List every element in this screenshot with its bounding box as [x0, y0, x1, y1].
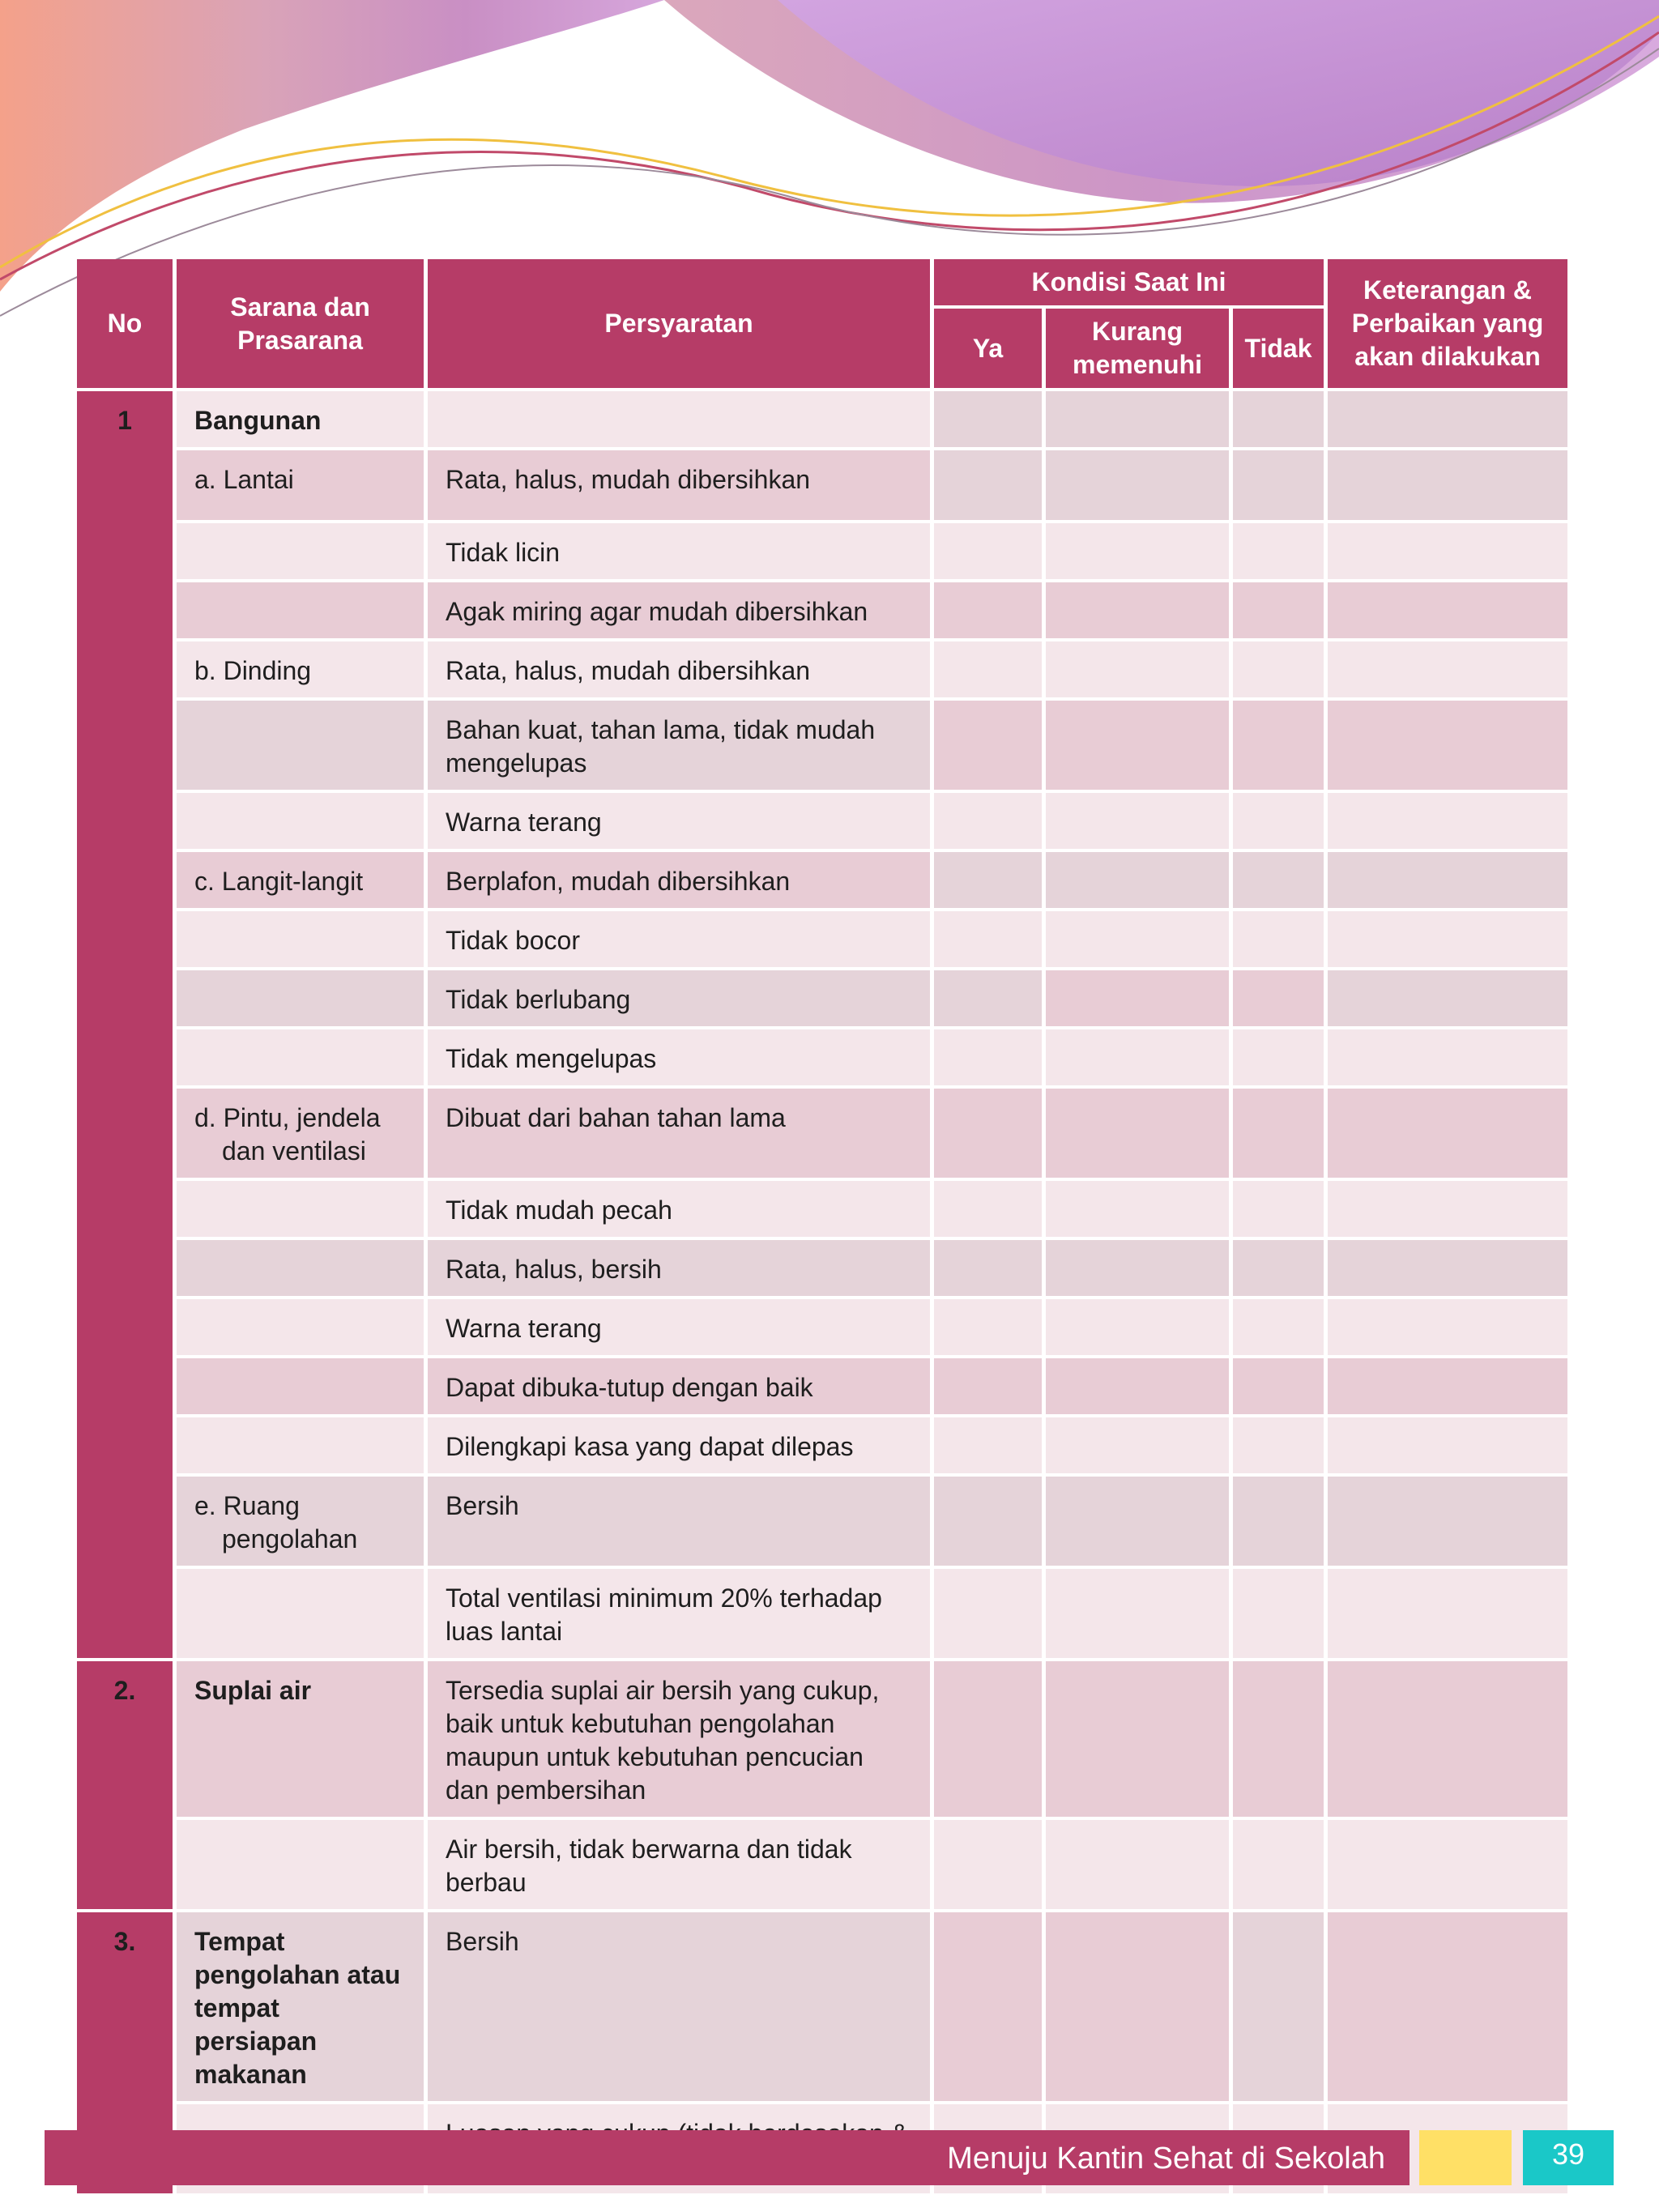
keterangan-cell[interactable]: [1328, 911, 1567, 967]
table-row: [77, 1299, 1567, 1355]
check-cell-ya[interactable]: [934, 1240, 1042, 1296]
table-row: [77, 1358, 1567, 1414]
persyaratan-cell: Tersedia suplai air bersih yang cukup, baik untuk kebutuhan pengolahan maupun untuk kebutuhan pencucian dan pembersihan: [428, 1661, 930, 1817]
sarana-cell: [177, 1820, 424, 1909]
keterangan-cell[interactable]: [1328, 1029, 1567, 1085]
keterangan-cell[interactable]: [1328, 1089, 1567, 1178]
check-cell-tidak[interactable]: [1233, 1240, 1324, 1296]
sarana-label-cont: pengolahan: [222, 1524, 358, 1554]
keterangan-cell[interactable]: [1328, 852, 1567, 908]
sarana-cell: [177, 911, 424, 967]
table-row: [77, 1089, 1567, 1178]
check-cell-kurang[interactable]: [1046, 1477, 1229, 1566]
keterangan-cell[interactable]: [1328, 1299, 1567, 1355]
sarana-cell: [177, 523, 424, 579]
sarana-label-cont: dan ventilasi: [222, 1136, 366, 1166]
row-number: 3.: [77, 1912, 173, 2193]
checklist-table: [73, 256, 1572, 2197]
check-cell-tidak[interactable]: [1233, 1661, 1324, 1817]
check-cell-tidak[interactable]: [1233, 1417, 1324, 1473]
check-cell-tidak[interactable]: [1233, 911, 1324, 967]
check-cell-ya[interactable]: [934, 641, 1042, 697]
keterangan-cell[interactable]: [1328, 1358, 1567, 1414]
table-row: [77, 1820, 1567, 1909]
check-cell-tidak[interactable]: [1233, 701, 1324, 790]
table-row: [77, 1569, 1567, 1658]
check-cell-kurang[interactable]: [1046, 1569, 1229, 1658]
table-row: [77, 793, 1567, 849]
sarana-cell: [177, 1569, 424, 1658]
check-cell-kurang[interactable]: [1046, 1029, 1229, 1085]
check-cell-kurang[interactable]: [1046, 1240, 1229, 1296]
table-row: [77, 1029, 1567, 1085]
persyaratan-cell: Agak miring agar mudah dibersihkan: [428, 582, 930, 638]
check-cell-tidak[interactable]: [1233, 641, 1324, 697]
header-ya: Ya: [934, 309, 1042, 388]
check-cell-ya[interactable]: [934, 1299, 1042, 1355]
keterangan-cell[interactable]: [1328, 582, 1567, 638]
keterangan-cell[interactable]: [1328, 391, 1567, 447]
keterangan-cell[interactable]: [1328, 970, 1567, 1026]
sarana-label: e. Ruang: [194, 1491, 300, 1520]
check-cell-tidak[interactable]: [1233, 582, 1324, 638]
check-cell-ya[interactable]: [934, 852, 1042, 908]
table-row: [77, 450, 1567, 520]
persyaratan-cell: Tidak mudah pecah: [428, 1181, 930, 1237]
check-cell-kurang[interactable]: [1046, 701, 1229, 790]
check-cell-ya[interactable]: [934, 582, 1042, 638]
check-cell-tidak[interactable]: [1233, 1029, 1324, 1085]
keterangan-cell[interactable]: [1328, 1417, 1567, 1473]
check-cell-tidak[interactable]: [1233, 1912, 1324, 2101]
check-cell-tidak[interactable]: [1233, 1181, 1324, 1237]
check-cell-tidak[interactable]: [1233, 450, 1324, 520]
sarana-label: d. Pintu, jendela: [194, 1103, 381, 1132]
sarana-cell: [177, 970, 424, 1026]
persyaratan-cell: Rata, halus, bersih: [428, 1240, 930, 1296]
keterangan-cell[interactable]: [1328, 1661, 1567, 1817]
check-cell-ya[interactable]: [934, 701, 1042, 790]
section-title: Suplai air: [177, 1661, 424, 1817]
sarana-cell: [177, 1299, 424, 1355]
sarana-cell: [177, 1029, 424, 1085]
check-cell-ya[interactable]: [934, 1417, 1042, 1473]
check-cell-kurang[interactable]: [1046, 523, 1229, 579]
check-cell-tidak[interactable]: [1233, 1569, 1324, 1658]
check-cell-ya[interactable]: [934, 970, 1042, 1026]
persyaratan-cell: Bersih: [428, 1477, 930, 1566]
persyaratan-cell: Bersih: [428, 1912, 930, 2101]
page-number: 39: [1523, 2130, 1614, 2185]
check-cell-ya[interactable]: [934, 450, 1042, 520]
header-persyaratan: Persyaratan: [428, 259, 930, 388]
footer-title: Menuju Kantin Sehat di Sekolah: [947, 2142, 1385, 2176]
check-cell-kurang[interactable]: [1046, 641, 1229, 697]
check-cell-kurang[interactable]: [1046, 970, 1229, 1026]
header-kondisi: Kondisi Saat Ini: [934, 259, 1324, 305]
persyaratan-cell: Tidak berlubang: [428, 970, 930, 1026]
sarana-cell: [177, 701, 424, 790]
sarana-cell: c. Langit-langit: [177, 852, 424, 908]
header-kurang: Kurang memenuhi: [1046, 309, 1229, 388]
persyaratan-cell: Tidak bocor: [428, 911, 930, 967]
table-row: [77, 523, 1567, 579]
check-cell-ya[interactable]: [934, 391, 1042, 447]
check-cell-ya[interactable]: [934, 911, 1042, 967]
persyaratan-cell: Bahan kuat, tahan lama, tidak mudah mengelupas: [428, 701, 930, 790]
table-row: [77, 1912, 1567, 2101]
check-cell-ya[interactable]: [934, 793, 1042, 849]
sarana-cell: [177, 1417, 424, 1473]
table-row: [77, 911, 1567, 967]
sarana-cell: [177, 1358, 424, 1414]
check-cell-tidak[interactable]: [1233, 391, 1324, 447]
keterangan-cell[interactable]: [1328, 1477, 1567, 1566]
check-cell-ya[interactable]: [934, 1089, 1042, 1178]
footer-bar: [45, 2130, 1410, 2185]
check-cell-tidak[interactable]: [1233, 793, 1324, 849]
row-number: 1: [77, 391, 173, 1658]
keterangan-cell[interactable]: [1328, 701, 1567, 790]
check-cell-kurang[interactable]: [1046, 1089, 1229, 1178]
persyaratan-cell: Dibuat dari bahan tahan lama: [428, 1089, 930, 1178]
check-cell-tidak[interactable]: [1233, 1820, 1324, 1909]
sarana-cell: [177, 1477, 424, 1566]
persyaratan-cell: Total ventilasi minimum 20% terhadap luas lantai: [428, 1569, 930, 1658]
persyaratan-cell: Tidak licin: [428, 523, 930, 579]
check-cell-tidak[interactable]: [1233, 1477, 1324, 1566]
keterangan-cell[interactable]: [1328, 1240, 1567, 1296]
header-sarana: Sarana dan Prasarana: [177, 259, 424, 388]
check-cell-kurang[interactable]: [1046, 1912, 1229, 2101]
sarana-cell: [177, 582, 424, 638]
check-cell-tidak[interactable]: [1233, 970, 1324, 1026]
table-row: [77, 641, 1567, 697]
check-cell-ya[interactable]: [934, 523, 1042, 579]
keterangan-cell[interactable]: [1328, 1820, 1567, 1909]
check-cell-tidak[interactable]: [1233, 1089, 1324, 1178]
table-row: [77, 1477, 1567, 1566]
persyaratan-cell: Warna terang: [428, 1299, 930, 1355]
check-cell-ya[interactable]: [934, 1912, 1042, 2101]
persyaratan-cell: Dapat dibuka-tutup dengan baik: [428, 1358, 930, 1414]
header-keterangan: Keterangan & Perbaikan yang akan dilakukan: [1328, 259, 1567, 388]
keterangan-cell[interactable]: [1328, 641, 1567, 697]
check-cell-kurang[interactable]: [1046, 911, 1229, 967]
header-tidak: Tidak: [1233, 309, 1324, 388]
keterangan-cell[interactable]: [1328, 1912, 1567, 2101]
table-row: [77, 1661, 1567, 1817]
sarana-cell: [177, 793, 424, 849]
table-row: [77, 1181, 1567, 1237]
check-cell-tidak[interactable]: [1233, 1299, 1324, 1355]
persyaratan-cell: Berplafon, mudah dibersihkan: [428, 852, 930, 908]
check-cell-kurang[interactable]: [1046, 793, 1229, 849]
persyaratan-cell: Air bersih, tidak berwarna dan tidak berbau: [428, 1820, 930, 1909]
check-cell-kurang[interactable]: [1046, 450, 1229, 520]
persyaratan-cell: Rata, halus, mudah dibersihkan: [428, 450, 930, 520]
keterangan-cell[interactable]: [1328, 523, 1567, 579]
persyaratan-cell: Warna terang: [428, 793, 930, 849]
check-cell-ya[interactable]: [934, 1181, 1042, 1237]
sarana-cell: a. Lantai: [177, 450, 424, 520]
table-row: [77, 970, 1567, 1026]
table-row: [77, 852, 1567, 908]
sarana-cell: [177, 1181, 424, 1237]
check-cell-kurang[interactable]: [1046, 391, 1229, 447]
check-cell-kurang[interactable]: [1046, 582, 1229, 638]
keterangan-cell[interactable]: [1328, 1569, 1567, 1658]
table-row: [77, 701, 1567, 790]
check-cell-ya[interactable]: [934, 1569, 1042, 1658]
section-title: Tempat pengolahan atau tempat persiapan makanan: [177, 1912, 424, 2101]
table-row: [77, 1417, 1567, 1473]
check-cell-tidak[interactable]: [1233, 1358, 1324, 1414]
persyaratan-cell: Dilengkapi kasa yang dapat dilepas: [428, 1417, 930, 1473]
row-number: 2.: [77, 1661, 173, 1909]
keterangan-cell[interactable]: [1328, 793, 1567, 849]
table-row: [77, 582, 1567, 638]
check-cell-ya[interactable]: [934, 1820, 1042, 1909]
keterangan-cell[interactable]: [1328, 1181, 1567, 1237]
check-cell-kurang[interactable]: [1046, 1181, 1229, 1237]
check-cell-kurang[interactable]: [1046, 1417, 1229, 1473]
persyaratan-cell: Rata, halus, mudah dibersihkan: [428, 641, 930, 697]
check-cell-kurang[interactable]: [1046, 1661, 1229, 1817]
check-cell-tidak[interactable]: [1233, 852, 1324, 908]
check-cell-ya[interactable]: [934, 1477, 1042, 1566]
sarana-cell: [177, 1240, 424, 1296]
header-no: No: [77, 259, 173, 388]
check-cell-ya[interactable]: [934, 1029, 1042, 1085]
sarana-cell: b. Dinding: [177, 641, 424, 697]
check-cell-kurang[interactable]: [1046, 1820, 1229, 1909]
persyaratan-cell: Tidak mengelupas: [428, 1029, 930, 1085]
check-cell-kurang[interactable]: [1046, 1299, 1229, 1355]
check-cell-kurang[interactable]: [1046, 1358, 1229, 1414]
check-cell-ya[interactable]: [934, 1358, 1042, 1414]
table-row: [77, 391, 1567, 447]
sarana-cell: [177, 1089, 424, 1178]
check-cell-kurang[interactable]: [1046, 852, 1229, 908]
keterangan-cell[interactable]: [1328, 450, 1567, 520]
table-header-row: [77, 259, 1567, 305]
check-cell-ya[interactable]: [934, 1661, 1042, 1817]
footer-yellow-block: [1419, 2130, 1512, 2185]
section-title: Bangunan: [177, 391, 424, 447]
check-cell-tidak[interactable]: [1233, 523, 1324, 579]
table-row: [77, 1240, 1567, 1296]
